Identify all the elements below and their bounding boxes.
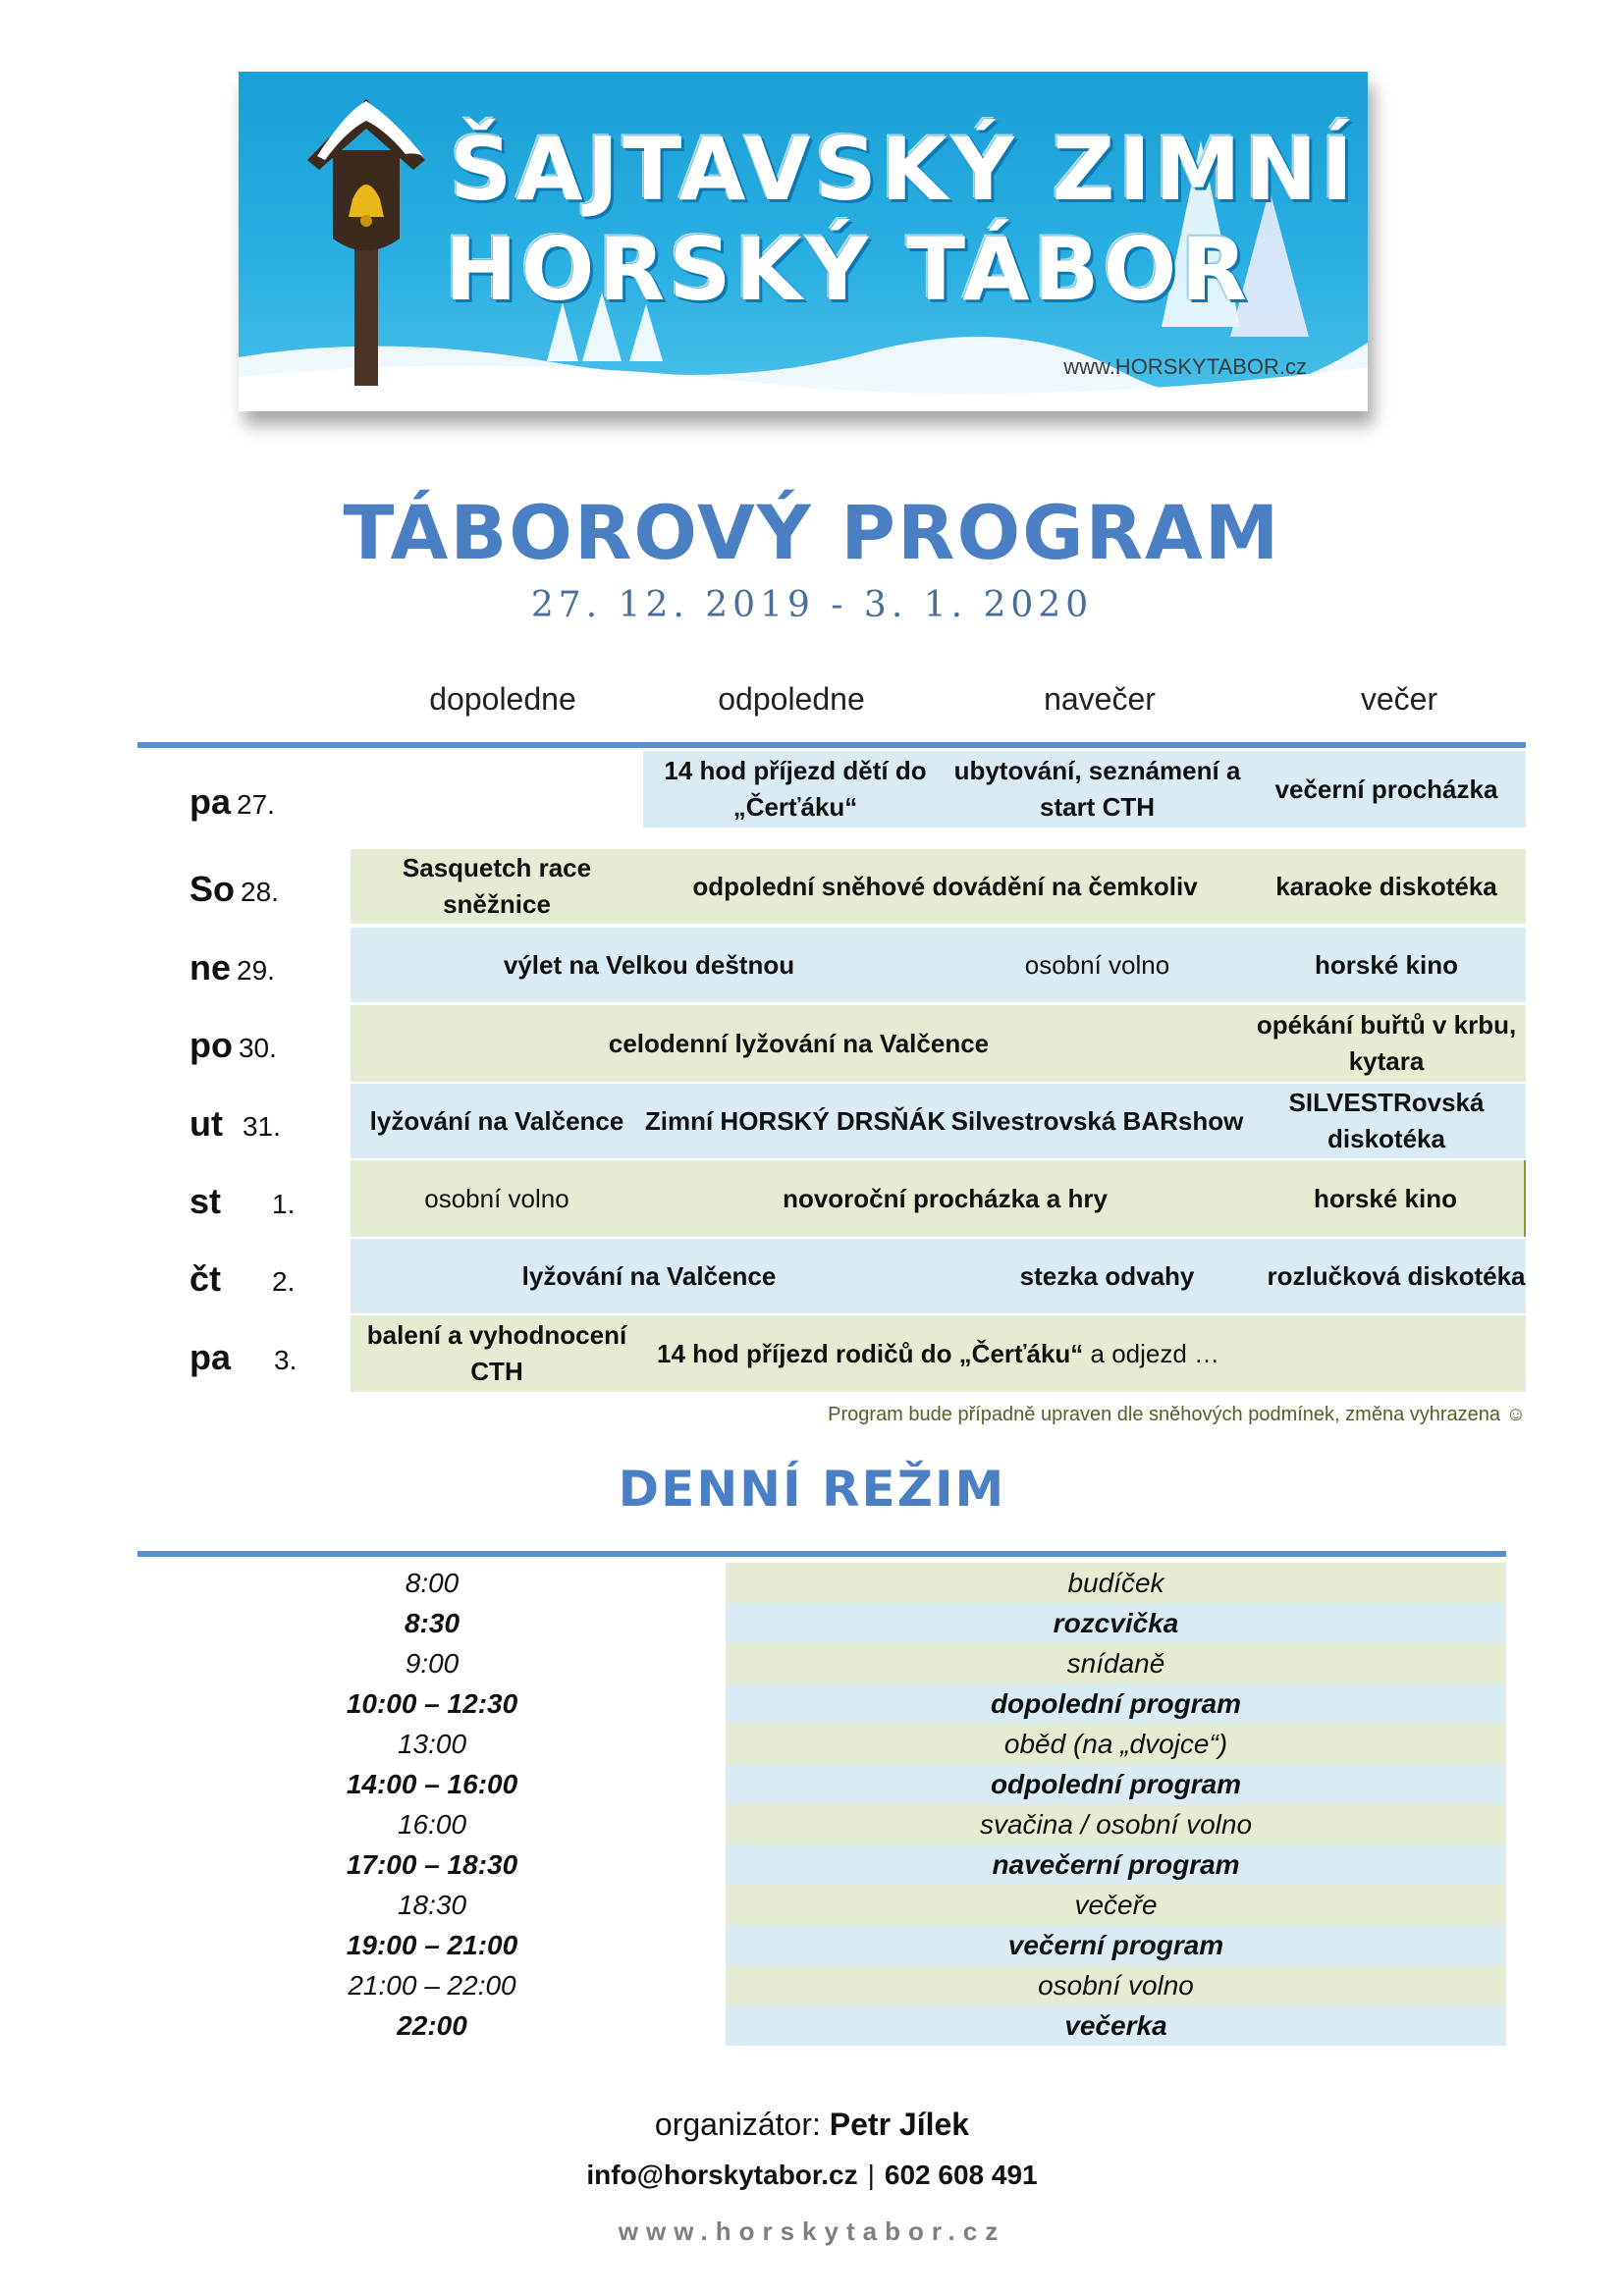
column-header-odpoledne: odpoledne [718, 681, 865, 717]
regime-row [0, 1804, 1624, 1844]
contact-phone[interactable]: 602 608 491 [884, 2160, 1038, 2190]
regime-activity: navečerní program [726, 1844, 1506, 1885]
regime-activity: dopolední program [726, 1683, 1506, 1724]
regime-rule [137, 1551, 1506, 1557]
schedule-cell: Silvestrovská BARshow [947, 1084, 1247, 1158]
organizer-label: organizátor: [654, 2107, 830, 2142]
schedule-cell: Zimní HORSKÝ DRSŇÁK [643, 1084, 947, 1158]
day-label: čt 2. [189, 1258, 296, 1299]
column-header-dopoledne: dopoledne [429, 681, 576, 717]
schedule-cell: novoroční procházka a hry [643, 1160, 1247, 1237]
schedule-cell: opékání buřtů v krbu, kytara [1247, 1005, 1526, 1082]
regime-time: 8:30 [404, 1608, 460, 1638]
program-note: Program bude případně upraven dle sněhových podmínek, změna vyhrazena ☺ [828, 1404, 1526, 1425]
regime-time: 18:30 [397, 1890, 467, 1920]
regime-time: 16:00 [397, 1809, 467, 1840]
day-label: pa 3. [189, 1337, 298, 1377]
contact-separator: | [867, 2160, 875, 2190]
regime-activity: svačina / osobní volno [726, 1804, 1506, 1844]
organizer [0, 2107, 1624, 2143]
regime-row [0, 1603, 1624, 1643]
schedule-cell: horské kino [1247, 928, 1526, 1002]
contact-email[interactable]: info@horskytabor.cz [586, 2160, 858, 2190]
regime-activity: odpolední program [726, 1764, 1506, 1804]
schedule-cell: lyžování na Valčence [351, 1239, 947, 1313]
schedule-cell: stezka odvahy [947, 1239, 1267, 1313]
schedule-cell-text: a odjezd … [1083, 1338, 1220, 1368]
schedule-cell [643, 1315, 1526, 1392]
footer-web-link[interactable]: www.horskytabor.cz [618, 2216, 1006, 2246]
schedule-cell: rozlučková diskotéka [1267, 1239, 1526, 1313]
regime-row [0, 1563, 1624, 1603]
regime-row [0, 1925, 1624, 1965]
schedule-cell: karaoke diskotéka [1247, 849, 1526, 924]
regime-title: DENNÍ REŽIM [618, 1461, 1006, 1518]
regime-time: 17:00 – 18:30 [346, 1849, 518, 1880]
day-label: pa 27. [189, 781, 275, 822]
regime-row [0, 1965, 1624, 2005]
schedule-cell: výlet na Velkou deštnou [351, 928, 947, 1002]
table-rule [137, 742, 1526, 748]
day-label: po 30. [189, 1025, 277, 1065]
regime-row [0, 1844, 1624, 1885]
schedule-cell: osobní volno [947, 928, 1247, 1002]
regime-time: 10:00 – 12:30 [346, 1688, 518, 1719]
banner-url[interactable]: www.HORSKYTABOR.cz [1063, 354, 1307, 379]
day-label: So 28. [189, 869, 279, 909]
schedule-cell-text: 14 hod příjezd rodičů do „Čerťáku“ [657, 1338, 1084, 1368]
schedule-cell: balení a vyhodnocení CTH [351, 1315, 643, 1392]
regime-time: 22:00 [397, 2010, 467, 2041]
regime-activity: oběd (na „dvojce“) [726, 1724, 1506, 1764]
regime-time: 21:00 – 22:00 [348, 1970, 516, 2001]
schedule-cell: celodenní lyžování na Valčence [351, 1005, 1247, 1082]
regime-time: 14:00 – 16:00 [346, 1769, 518, 1799]
schedule-cell: večerní procházka [1247, 751, 1526, 828]
schedule-cell: ubytování, seznámení a start CTH [947, 751, 1247, 828]
schedule-cell: horské kino [1247, 1160, 1526, 1237]
regime-row [0, 1643, 1624, 1683]
schedule-cell: osobní volno [351, 1160, 643, 1237]
program-dates: 27. 12. 2019 - 3. 1. 2020 [530, 585, 1094, 625]
regime-time: 9:00 [405, 1648, 460, 1679]
banner-title-line1: ŠAJTAVSKÝ ZIMNÍ [450, 119, 1358, 220]
regime-row [0, 1885, 1624, 1925]
regime-activity: budíček [726, 1563, 1506, 1603]
banner-title-line2: HORSKÝ TÁBOR [445, 219, 1252, 320]
day-label: ne 29. [189, 947, 275, 988]
bell-signpost-icon [298, 91, 435, 396]
regime-row [0, 1683, 1624, 1724]
program-title: TÁBOROVÝ PROGRAM [343, 489, 1281, 576]
day-label: ut 31. [189, 1103, 281, 1144]
schedule-cell: SILVESTRovská diskotéka [1247, 1084, 1526, 1158]
column-header-vecer: večer [1360, 681, 1438, 717]
regime-row [0, 1724, 1624, 1764]
regime-activity: rozcvička [726, 1603, 1506, 1643]
regime-activity: snídaně [726, 1643, 1506, 1683]
regime-row [0, 1764, 1624, 1804]
camp-banner [239, 72, 1368, 411]
schedule-cell: odpolední sněhové dovádění na čemkoliv [643, 849, 1247, 924]
schedule-cell: lyžování na Valčence [351, 1084, 643, 1158]
column-header-navecer: navečer [1044, 681, 1156, 717]
regime-activity: večeře [726, 1885, 1506, 1925]
day-label: st 1. [189, 1181, 296, 1221]
regime-activity: osobní volno [726, 1965, 1506, 2005]
regime-time: 19:00 – 21:00 [346, 1930, 518, 1960]
regime-row [0, 2005, 1624, 2046]
regime-time: 13:00 [397, 1729, 467, 1759]
regime-activity: večerka [726, 2005, 1506, 2046]
schedule-cell: Sasquetch race sněžnice [351, 849, 643, 924]
regime-activity: večerní program [726, 1925, 1506, 1965]
regime-time: 8:00 [405, 1568, 460, 1598]
contact-line [0, 2160, 1624, 2191]
organizer-name: Petr Jílek [829, 2107, 970, 2142]
schedule-cell: 14 hod příjezd dětí do „Čerťáku“ [643, 751, 947, 828]
